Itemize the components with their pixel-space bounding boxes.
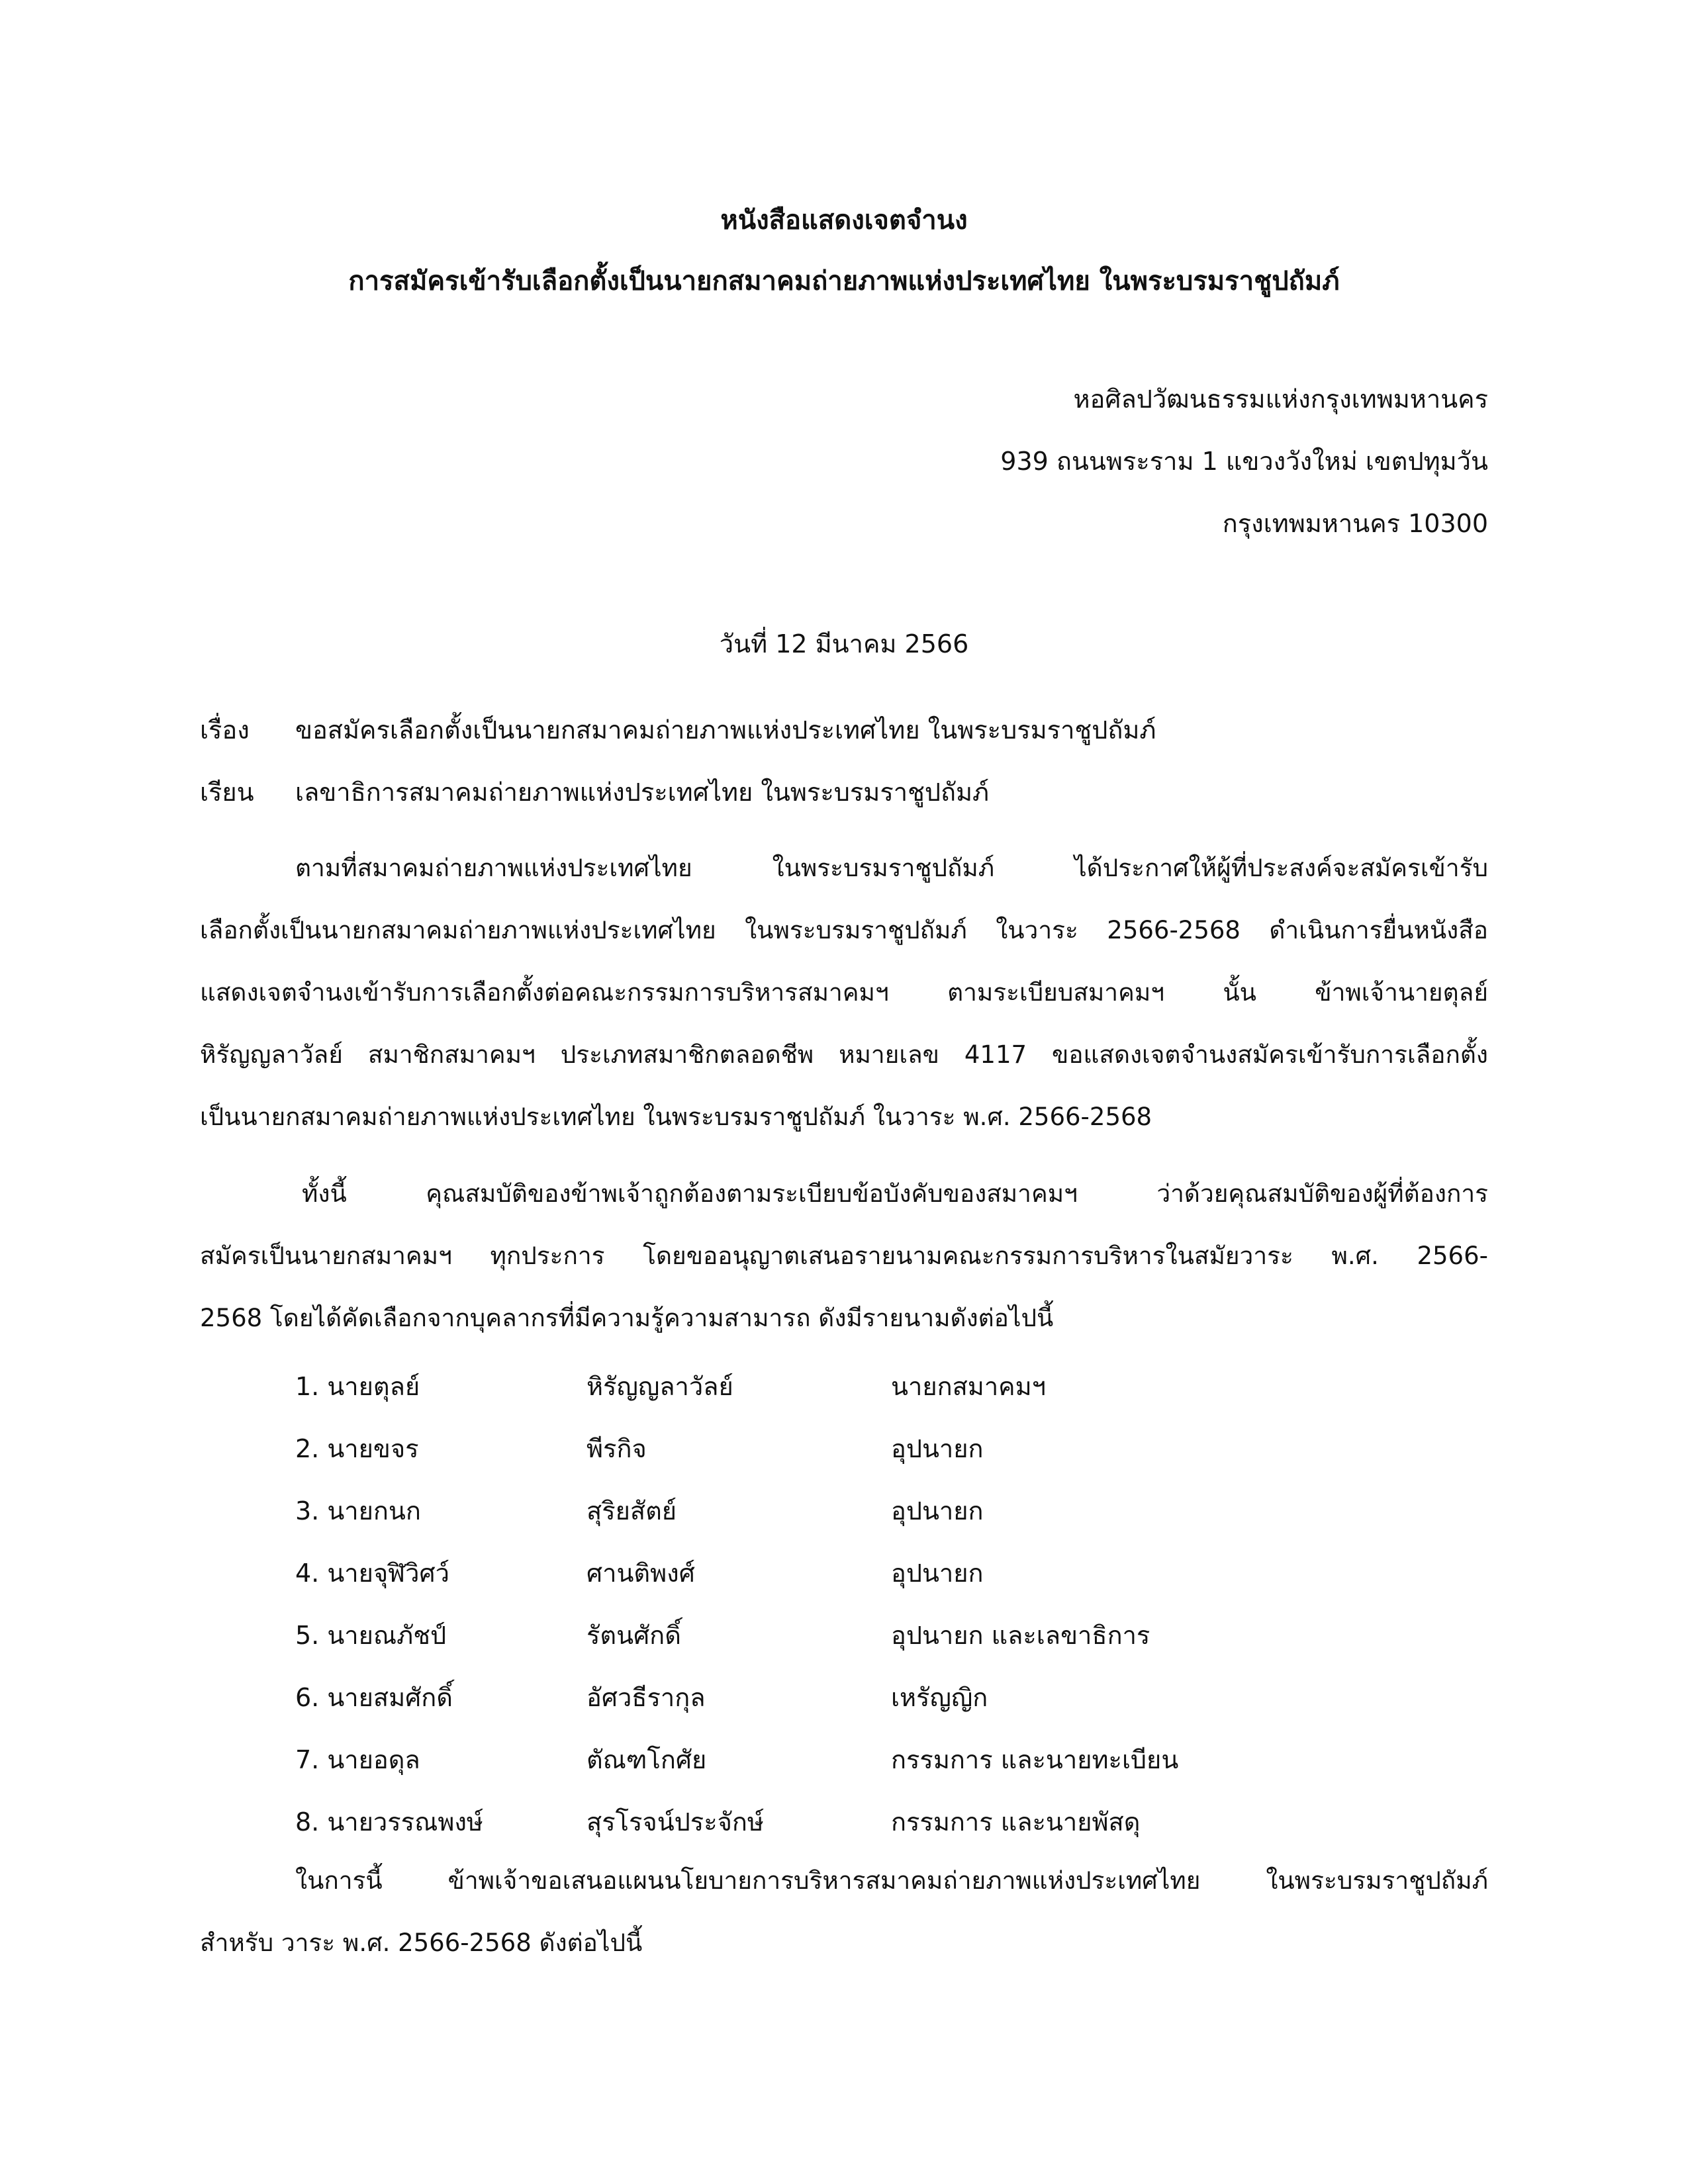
address-line: กรุงเทพมหานคร 10300 xyxy=(1222,509,1488,538)
member-role: อุปนายก xyxy=(891,1434,984,1463)
paragraph-line: หิรัญญลาวัลย์ สมาชิกสมาคมฯ ประเภทสมาชิกตลอดชีพ หมายเลข 4117 ขอแสดงเจตจำนงสมัครเข้ารับการเลือกตั้ง xyxy=(200,1040,1488,1069)
member-first-name: 5. นายณภัชป์ xyxy=(295,1621,447,1650)
member-role: เหรัญญิก xyxy=(891,1683,988,1712)
document-title: หนังสือแสดงเจตจำนง xyxy=(720,205,968,236)
paragraph-line: ตามที่สมาคมถ่ายภาพแห่งประเทศไทย ในพระบรมราชูปถัมภ์ ได้ประกาศให้ผู้ที่ประสงค์จะสมัครเข้ารับ xyxy=(295,854,1488,882)
paragraph-line: สำหรับ วาระ พ.ศ. 2566-2568 ดังต่อไปนี้ xyxy=(200,1929,643,1957)
member-last-name: สุรโรจน์ประจักษ์ xyxy=(586,1807,764,1837)
address-line: หอศิลปวัฒนธรรมแห่งกรุงเทพมหานคร xyxy=(1073,385,1488,414)
member-last-name: หิรัญญลาวัลย์ xyxy=(586,1372,733,1401)
member-role: อุปนายก และเลขาธิการ xyxy=(891,1621,1150,1650)
paragraph-line: 2568 โดยได้คัดเลือกจากบุคลากรที่มีความรู้ความสามารถ ดังมีรายนามดังต่อไปนี้ xyxy=(200,1304,1054,1332)
paragraph-line: เป็นนายกสมาคมถ่ายภาพแห่งประเทศไทย ในพระบรมราชูปถัมภ์ ในวาระ พ.ศ. 2566-2568 xyxy=(200,1103,1152,1131)
member-role: อุปนายก xyxy=(891,1496,984,1525)
paragraph-line: ทั้งนี้ คุณสมบัติของข้าพเจ้าถูกต้องตามระเบียบข้อบังคับของสมาคมฯ ว่าด้วยคุณสมบัติของผู้ที่ต้องการ xyxy=(302,1179,1488,1208)
member-role: กรรมการ และนายทะเบียน xyxy=(891,1745,1179,1774)
member-last-name: ตัณฑโกศัย xyxy=(586,1745,707,1774)
member-first-name: 2. นายขจร xyxy=(295,1434,419,1463)
member-first-name: 6. นายสมศักดิ์ xyxy=(295,1683,453,1712)
member-last-name: สุริยสัตย์ xyxy=(586,1496,677,1525)
subject-text: ขอสมัครเลือกตั้งเป็นนายกสมาคมถ่ายภาพแห่งประเทศไทย ในพระบรมราชูปถัมภ์ xyxy=(295,715,1156,745)
paragraph-line: สมัครเป็นนายกสมาคมฯ ทุกประการ โดยขออนุญาตเสนอรายนามคณะกรรมการบริหารในสมัยวาระ พ.ศ. 2566- xyxy=(200,1242,1488,1270)
subject-label: เรื่อง xyxy=(200,715,250,745)
member-role: กรรมการ และนายพัสดุ xyxy=(891,1807,1141,1837)
member-role: อุปนายก xyxy=(891,1559,984,1588)
document-subtitle: การสมัครเข้ารับเลือกตั้งเป็นนายกสมาคมถ่ายภาพแห่งประเทศไทย ในพระบรมราชูปถัมภ์ xyxy=(348,266,1340,296)
member-first-name: 7. นายอดุล xyxy=(295,1745,420,1774)
member-last-name: อัศวธีรากุล xyxy=(586,1683,706,1712)
member-last-name: พีรกิจ xyxy=(586,1434,647,1463)
member-first-name: 3. นายกนก xyxy=(295,1496,421,1525)
paragraph-line: ในการนี้ ข้าพเจ้าขอเสนอแผนนโยบายการบริหารสมาคมถ่ายภาพแห่งประเทศไทย ในพระบรมราชูปถัมภ์ xyxy=(295,1866,1488,1895)
letter-date: วันที่ 12 มีนาคม 2566 xyxy=(719,629,969,659)
member-first-name: 4. นายจุฬิวิศว์ xyxy=(295,1559,449,1588)
recipient-label: เรียน xyxy=(200,778,254,807)
member-last-name: รัตนศักดิ์ xyxy=(586,1621,681,1650)
paragraph-line: เลือกตั้งเป็นนายกสมาคมถ่ายภาพแห่งประเทศไทย ในพระบรมราชูปถัมภ์ ในวาระ 2566-2568 ดำเนินการยื่นหนังสือ xyxy=(200,916,1488,944)
paragraph-line: แสดงเจตจำนงเข้ารับการเลือกตั้งต่อคณะกรรมการบริหารสมาคมฯ ตามระเบียบสมาคมฯ นั้น ข้าพเจ้านายตุลย์ xyxy=(200,978,1488,1007)
member-role: นายกสมาคมฯ xyxy=(891,1372,1046,1401)
address-line: 939 ถนนพระราม 1 แขวงวังใหม่ เขตปทุมวัน xyxy=(1000,447,1488,476)
member-first-name: 1. นายตุลย์ xyxy=(295,1372,420,1401)
recipient-text: เลขาธิการสมาคมถ่ายภาพแห่งประเทศไทย ในพระบรมราชูปถัมภ์ xyxy=(295,778,990,807)
member-last-name: ศานติพงศ์ xyxy=(586,1559,695,1588)
member-first-name: 8. นายวรรณพงษ์ xyxy=(295,1807,483,1837)
